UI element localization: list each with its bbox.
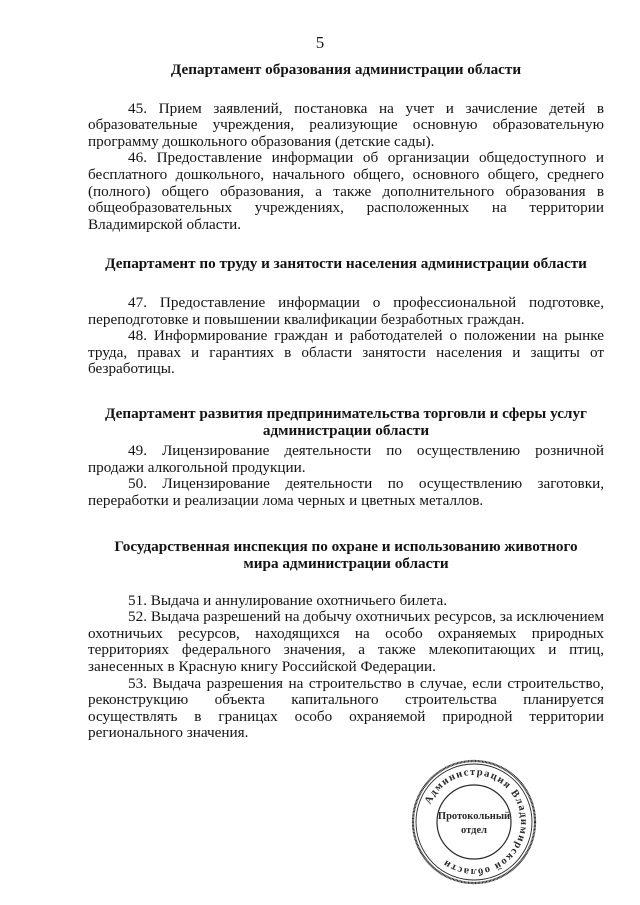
stamp-center-line-2: отдел xyxy=(461,825,487,836)
list-item: 48. Информирование граждан и работодателей о положении на рынке труда, правах и гарантиях в области занятости населения и защиты от безработицы. xyxy=(88,327,604,378)
list-item: 46. Предоставление информации об организации общедоступного и бесплатного дошкольного, начального общего, основного общего, среднего (полного) общего образования, а также дополнительного образования в общеобразовательных учреждениях, расположенных на территории Владимирской области. xyxy=(88,149,604,233)
list-item: 50. Лицензирование деятельности по осуществлению заготовки, переработки и реализации лома черных и цветных металлов. xyxy=(88,475,604,509)
list-item: 49. Лицензирование деятельности по осуществлению розничной продажи алкогольной продукции. xyxy=(88,442,604,476)
section-heading: Департамент развития предпринимательства торговли и сферы услуг администрации области xyxy=(105,404,587,439)
stamp-ring-text: Администрация Владимирской области xyxy=(422,766,530,878)
stamp-center-line-1: Протокольный xyxy=(437,811,511,822)
section-heading: Государственная инспекция по охране и использованию животного мира администрации области xyxy=(114,538,578,573)
list-item: 47. Предоставление информации о профессиональной подготовке, переподготовке и повышении квалификации безработных граждан. xyxy=(88,293,604,328)
stamp-seal-icon xyxy=(410,758,538,886)
document-body xyxy=(88,62,604,742)
section-heading: Департамент образования администрации области xyxy=(170,61,522,78)
list-item: 52. Выдача разрешений на добычу охотничьих ресурсов, за исключением охотничьих ресурсов, находящихся на особо охраняемых природных территориях федерального значения, а также млекопитающих и птиц, занесенных в Красную книгу Российской Федерации. xyxy=(88,608,604,676)
list-item: 51. Выдача и аннулирование охотничьего билета. xyxy=(128,591,447,609)
section-business-department xyxy=(88,406,604,510)
page-number: 5 xyxy=(315,33,325,52)
section-heading: Департамент по труду и занятости населения администрации области xyxy=(105,255,587,273)
svg-text:Администрация Владимирской обл xyxy=(423,767,529,877)
section-labor-department xyxy=(88,256,604,378)
section-education-department xyxy=(88,62,604,233)
section-wildlife-inspection xyxy=(88,539,604,742)
list-item: 53. Выдача разрешения на строительство в случае, если строительство, реконструкцию объекта капитального строительства планируется осуществлять в границах особо охраняемой природной территории регионального значения. xyxy=(88,674,604,742)
official-stamp xyxy=(410,758,538,886)
list-item: 45. Прием заявлений, постановка на учет и зачисление детей в образовательные учреждения, реализующие основную образовательную программу дошкольного образования (детские сады). xyxy=(88,99,604,150)
